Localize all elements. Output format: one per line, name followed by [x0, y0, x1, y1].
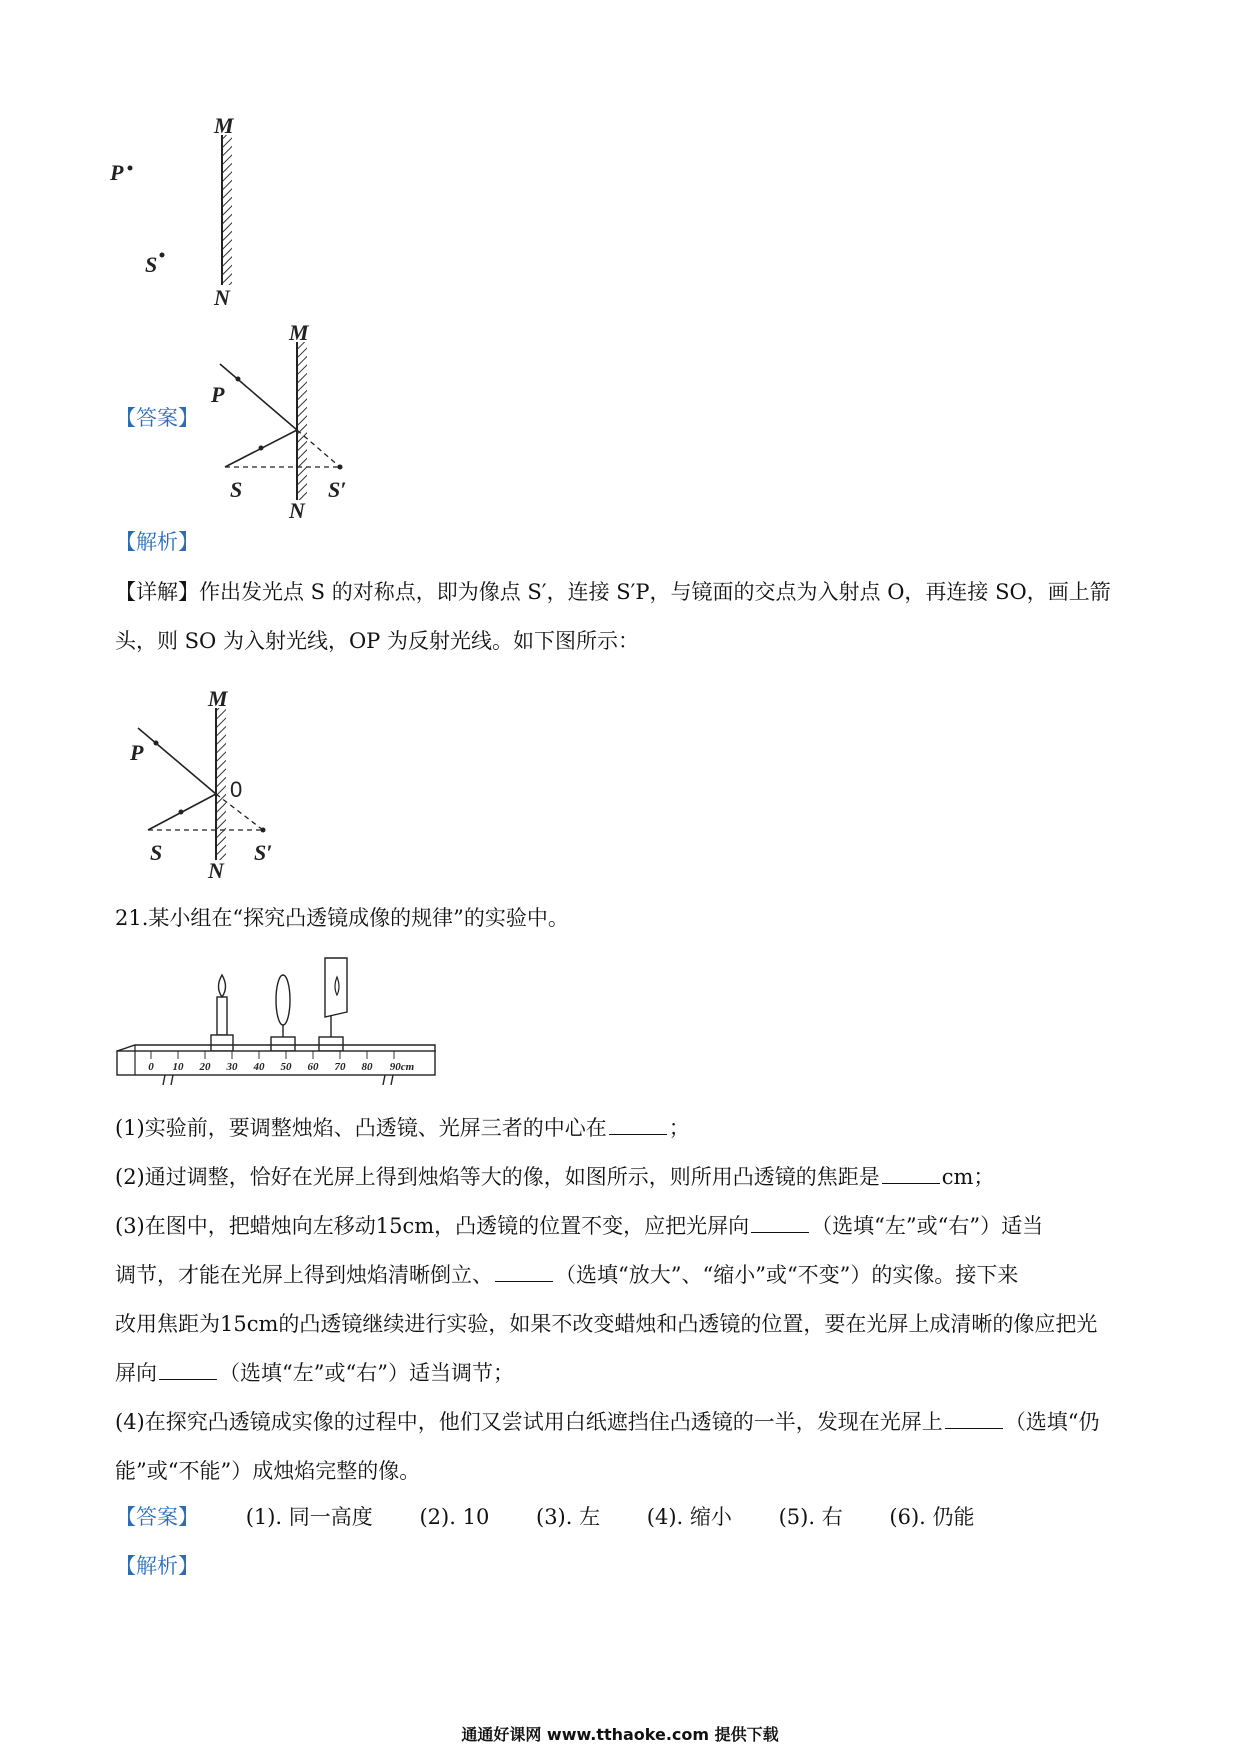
- question-21-part-3-line-4: 屏向 （选填“左”或“右”）适当调节；: [115, 1361, 514, 1385]
- detail-line-2: 头，则 SO 为入射光线，OP 为反射光线。如下图所示：: [115, 629, 639, 653]
- question-21-part-3-line-3: 改用焦距为15cm的凸透镜继续进行实验，如果不改变蜡烛和凸透镜的位置，要在光屏上成清晰的像应把光: [115, 1312, 1098, 1336]
- mirror-figure-question: [110, 115, 250, 305]
- label-p: P: [130, 740, 144, 765]
- analysis-tag-2: 【解析】: [115, 1554, 199, 1578]
- answer-blank: [882, 1163, 940, 1184]
- label-s-prime: S′: [254, 840, 273, 865]
- label-o: 0: [230, 777, 243, 802]
- label-s: S: [145, 252, 158, 277]
- label-m: M: [289, 322, 309, 345]
- answer-blank: [159, 1359, 217, 1380]
- label-n: N: [214, 285, 230, 305]
- answer-tag-2: 【答案】: [115, 1505, 199, 1529]
- label-s: S: [230, 477, 243, 502]
- label-p: P: [211, 382, 225, 407]
- label-m: M: [208, 688, 228, 711]
- answer-item: (4). 缩小: [646, 1505, 732, 1529]
- ruler-tick-30: 30: [226, 1061, 238, 1073]
- question-21-part-4-line-1: (4)在探究凸透镜成实像的过程中，他们又尝试用白纸遮挡住凸透镜的一半，发现在光屏上 （选填“仍: [115, 1410, 1100, 1434]
- answer-blank: [751, 1212, 809, 1233]
- label-s-prime: S′: [328, 477, 347, 502]
- answer-blank: [495, 1261, 553, 1282]
- question-21-part-4-line-2: 能”或“不能”）成烛焰完整的像。: [115, 1459, 421, 1483]
- ruler-tick-90: 90cm: [389, 1061, 415, 1073]
- question-21-stem: 21.某小组在“探究凸透镜成像的规律”的实验中。: [115, 906, 569, 930]
- answer-ray-diagram: [205, 322, 365, 522]
- answer-item: (1). 同一高度: [245, 1505, 373, 1529]
- question-21-part-1: (1)实验前，要调整烛焰、凸透镜、光屏三者的中心在 ；: [115, 1116, 690, 1140]
- analysis-tag-1: 【解析】: [115, 530, 199, 554]
- label-p: P: [110, 160, 124, 185]
- answer-blank: [945, 1408, 1003, 1429]
- page-footer: 通通好课网 www.tthaoke.com 提供下载: [461, 1725, 779, 1744]
- ruler-tick-80: 80: [361, 1061, 373, 1073]
- ruler-tick-0: 0: [148, 1061, 154, 1073]
- question-21-part-3-line-1: (3)在图中，把蜡烛向左移动15cm，凸透镜的位置不变，应把光屏向 （选填“左”或“右”）适当: [115, 1214, 1044, 1238]
- label-n: N: [208, 858, 224, 880]
- answer-item: (6). 仍能: [889, 1505, 975, 1529]
- ruler-tick-70: 70: [334, 1061, 346, 1073]
- label-n: N: [289, 498, 305, 522]
- ruler-tick-10: 10: [172, 1061, 184, 1073]
- ruler-tick-50: 50: [280, 1061, 292, 1073]
- answer-tag-1: 【答案】: [115, 406, 199, 430]
- answer-item: (5). 右: [778, 1505, 843, 1529]
- label-s: S: [150, 840, 163, 865]
- answer-blank: [609, 1114, 667, 1135]
- question-21-part-3-line-2: 调节，才能在光屏上得到烛焰清晰倒立、 （选填“放大”、“缩小”或“不变”）的实像。接下来: [115, 1263, 1019, 1287]
- ruler-tick-20: 20: [199, 1061, 211, 1073]
- ruler-tick-40: 40: [253, 1061, 265, 1073]
- answers-row: [115, 1502, 1015, 1532]
- detail-line-1: 【详解】作出发光点 S 的对称点，即为像点 S′，连接 S′P，与镜面的交点为入射点 O，再连接 SO，画上箭: [115, 580, 1111, 604]
- answer-item: (2). 10: [419, 1505, 490, 1529]
- answer-item: (3). 左: [536, 1505, 601, 1529]
- optical-bench-figure: [115, 955, 445, 1085]
- ruler-tick-60: 60: [307, 1061, 319, 1073]
- detail-ray-diagram: [128, 688, 298, 880]
- label-m: M: [214, 115, 234, 138]
- question-21-part-2: (2)通过调整，恰好在光屏上得到烛焰等大的像，如图所示，则所用凸透镜的焦距是 cm；: [115, 1165, 995, 1189]
